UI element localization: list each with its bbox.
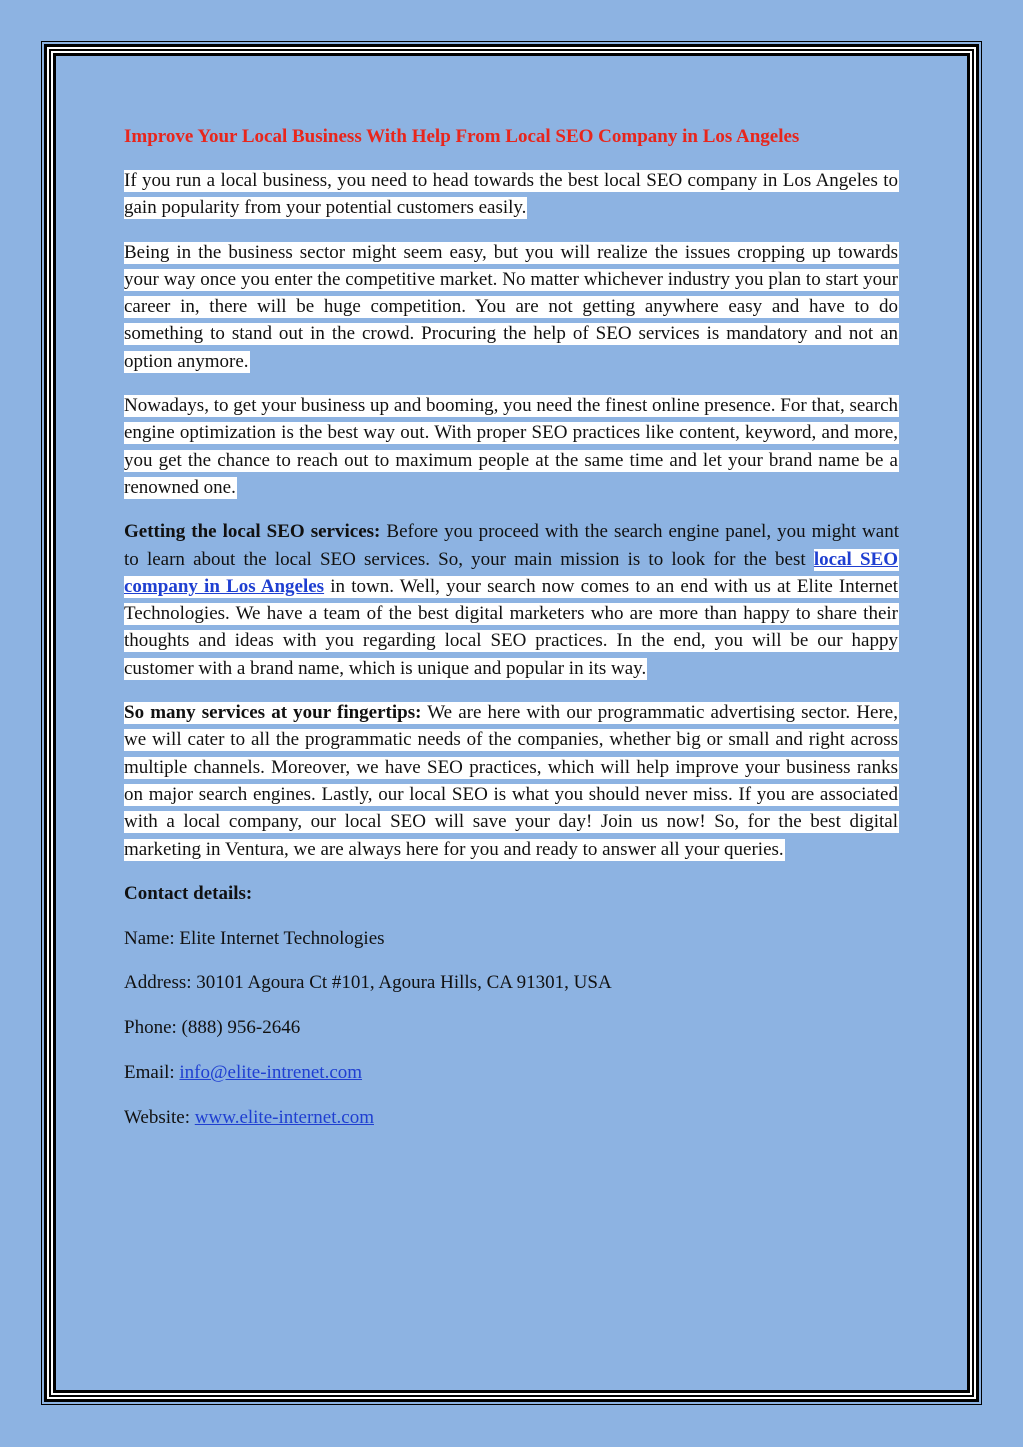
paragraph-intro (124, 167, 899, 222)
paragraph-business-sector (124, 239, 899, 375)
contact-email-label: Email: (124, 1062, 180, 1084)
paragraph-online-presence (124, 392, 899, 501)
contact-email-link[interactable]: info@elite-intrenet.com (179, 1062, 363, 1084)
contact-name: Name: Elite Internet Technologies (124, 927, 385, 949)
paragraph-many-services-text: We are here with our programmatic advertising sector. Here, we will cater to all the programmatic needs of the companies, whether big or small and right across multiple channels. Moreover, we have SEO practices, which will help improve your business ranks on major search engines. Lastly, our local SEO is what you should never miss. If you are associated with a local company, our local SEO will save your day! Join us now! So, for the best digital marketing in Ventura, we are always here for you and ready to answer all your queries. (124, 702, 898, 860)
local-seo-company-link[interactable]: local SEO company in Los Angeles (124, 548, 898, 597)
contact-address: Address: 30101 Agoura Ct #101, Agoura Hills, CA 91301, USA (124, 972, 612, 994)
contact-email (124, 1059, 899, 1086)
paragraph-business-sector-text: Being in the business sector might seem easy, but you will realize the issues cropping up towards your way once you enter the competitive market. No matter whichever industry you plan to start your career in, there will be huge competition. You are not getting anywhere easy and have to do something to stand out in the crowd. Procuring the help of SEO services is mandatory and not an option anymore. (124, 241, 898, 372)
contact-heading: Contact details: (124, 882, 253, 904)
paragraph-local-seo-services-text-1: Before you proceed with the search engine panel, you might want to learn about the local SEO services. So, your main mission is to look for the best (124, 521, 899, 570)
paragraph-many-services-lead: So many services at your fingertips: (124, 702, 422, 724)
contact-phone: Phone: (888) 956-2646 (124, 1017, 301, 1039)
paragraph-online-presence-text: Nowadays, to get your business up and booming, you need the finest online presence. For that, search engine optimization is the best way out. With proper SEO practices like content, keyword, and more, you get the chance to reach out to maximum people at the same time and let your brand name be a renowned one. (124, 395, 898, 498)
document-title: Improve Your Local Business With Help From Local SEO Company in Los Angeles (124, 126, 800, 147)
paragraph-local-seo-services (124, 518, 899, 682)
contact-website (124, 1104, 899, 1131)
paragraph-local-seo-services-lead: Getting the local SEO services: (124, 521, 381, 543)
contact-website-link[interactable]: www.elite-internet.com (194, 1106, 374, 1128)
contact-website-label: Website: (124, 1106, 195, 1128)
paragraph-many-services (124, 699, 899, 863)
paragraph-local-seo-services-text-2: in town. Well, your search now comes to an end with us at Elite Internet Technologies. We have a team of the best digital marketers who are more than happy to share their thoughts and ideas with you regarding local SEO practices. In the end, you will be our happy customer with a brand name, which is unique and popular in its way. (124, 575, 898, 679)
paragraph-intro-text: If you run a local business, you need to head towards the best local SEO company in Los Angeles to gain popularity from your potential customers easily. (124, 170, 898, 219)
document-content (124, 124, 899, 1149)
